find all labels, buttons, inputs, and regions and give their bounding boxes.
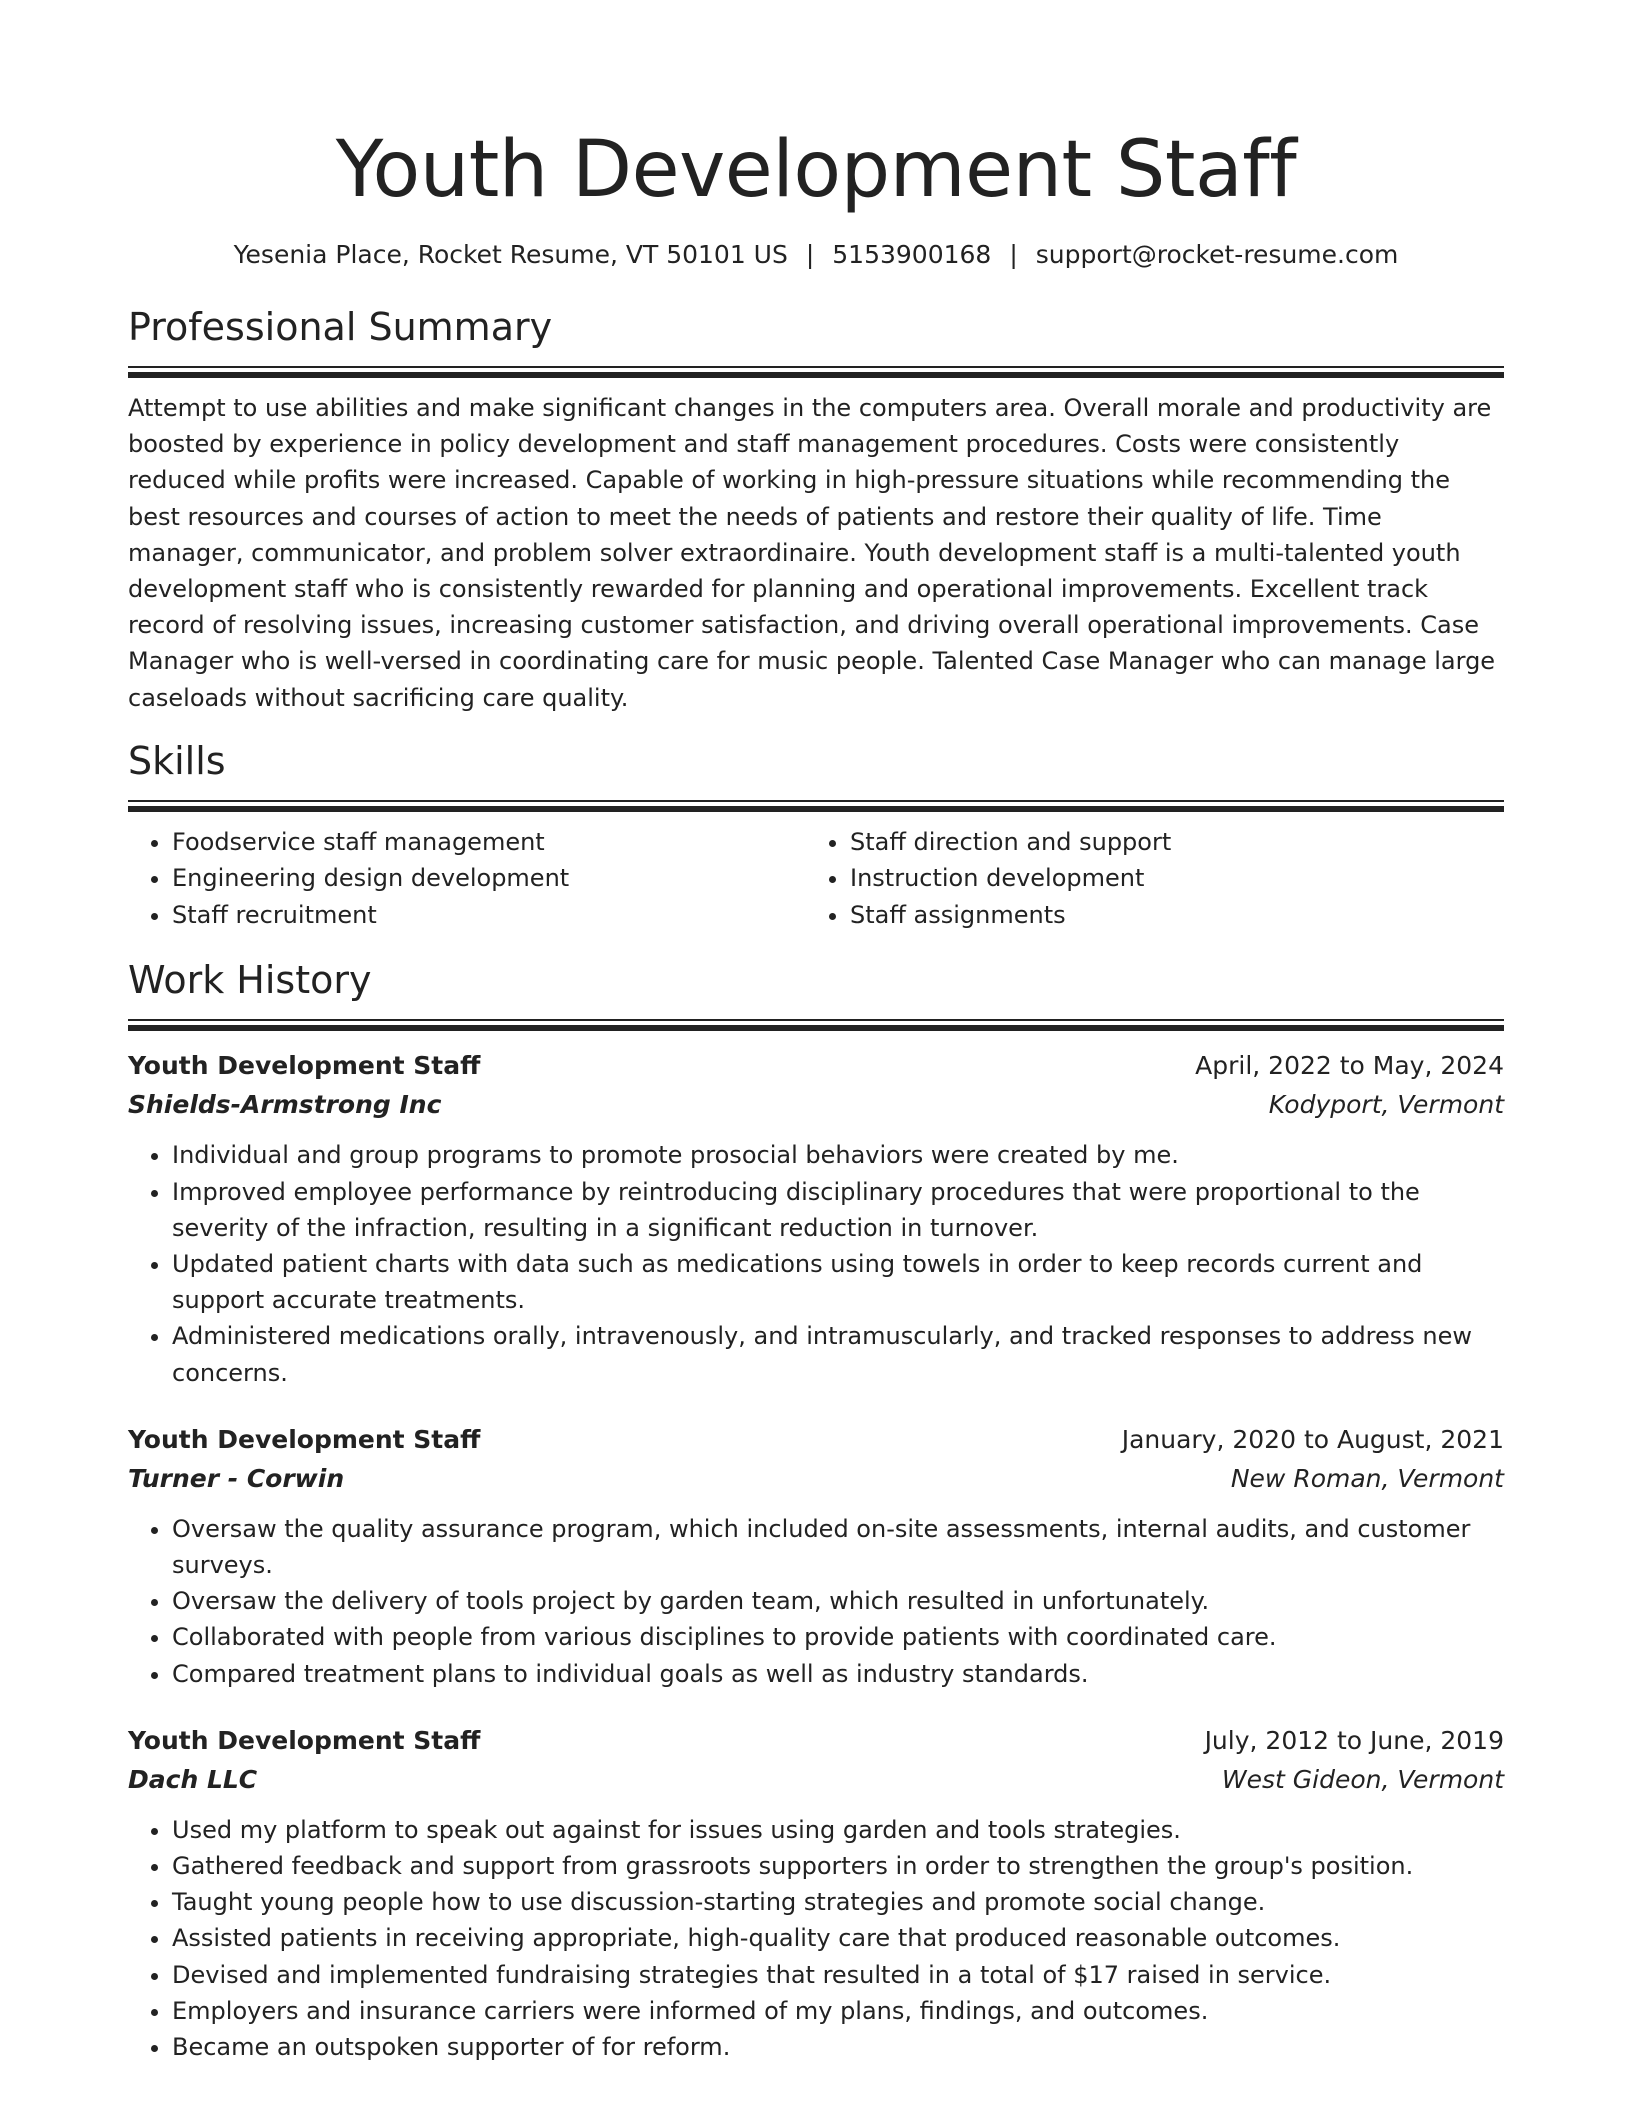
- job-subheader: [128, 1459, 1504, 1499]
- job-dates: July, 2012 to June, 2019: [1204, 1725, 1504, 1755]
- skill-item: • Engineering design development: [172, 860, 806, 897]
- job-header: [128, 1421, 1504, 1459]
- job-subheader: [128, 1085, 1504, 1125]
- contact-phone: 5153900168: [832, 240, 992, 269]
- contact-email: support@rocket-resume.com: [1035, 240, 1399, 269]
- summary-text: Attempt to use abilities and make significant changes in the computers area. Overall morale and productivity are boosted by experience in policy development and staff management procedures. Costs were consistently reduced while profits were increased. Capable of working in high-pressure situations while recommending the best resources and courses of action to meet the needs of patients and restore their quality of life. Time manager, communicator, and problem solver extraordinaire. Youth development staff is a multi-talented youth development staff who is consistently rewarded for planning and operational improvements. Excellent track record of resolving issues, increasing customer satisfaction, and driving overall operational improvements. Case Manager who is well-versed in coordinating care for music people. Talented Case Manager who can manage large caseloads without sacrificing care quality.: [128, 394, 1496, 712]
- job-bullet: • Employers and insurance carriers were informed of my plans, findings, and outcomes.: [172, 1993, 1504, 2029]
- skill-item: • Staff assignments: [850, 897, 1484, 934]
- job-company: Dach LLC: [128, 1764, 258, 1794]
- job-bullets: [128, 1812, 1504, 2065]
- skills-left-column: [128, 824, 806, 934]
- section-divider: [128, 1019, 1504, 1031]
- job-entry: [128, 1722, 1504, 2065]
- job-subheader: [128, 1760, 1504, 1800]
- job-bullet: • Became an outspoken supporter of for reform.: [172, 2029, 1504, 2065]
- job-location: New Roman, Vermont: [1230, 1463, 1504, 1493]
- job-dates: January, 2020 to August, 2021: [1121, 1424, 1504, 1454]
- job-bullet: • Assisted patients in receiving appropriate, high-quality care that produced reasonable outcomes.: [172, 1920, 1504, 1956]
- job-entry: [128, 1047, 1504, 1390]
- job-bullet: • Administered medications orally, intravenously, and intramuscularly, and tracked responses to address new concerns.: [172, 1318, 1504, 1390]
- section-divider: [128, 800, 1504, 812]
- job-bullets: [128, 1511, 1504, 1692]
- job-title: Youth Development Staff: [128, 1424, 481, 1454]
- skills-section: [128, 736, 1504, 934]
- job-bullet: • Individual and group programs to promote prosocial behaviors were created by me.: [172, 1137, 1504, 1173]
- job-bullet: • Oversaw the delivery of tools project by garden team, which resulted in unfortunately.: [172, 1583, 1504, 1619]
- job-dates: April, 2022 to May, 2024: [1195, 1051, 1504, 1081]
- job-company: Shields-Armstrong Inc: [128, 1090, 442, 1120]
- summary-section: [128, 302, 1504, 716]
- job-title: Youth Development Staff: [128, 1725, 481, 1755]
- job-header: [128, 1722, 1504, 1760]
- skills-grid: [128, 824, 1504, 934]
- work-history-section: [128, 955, 1504, 2065]
- skills-right-column: [806, 824, 1484, 934]
- job-location: Kodyport, Vermont: [1268, 1090, 1504, 1120]
- job-bullets: [128, 1137, 1504, 1390]
- job-bullet: • Gathered feedback and support from grassroots supporters in order to strengthen the group's position.: [172, 1848, 1504, 1884]
- job-bullet: • Collaborated with people from various disciplines to provide patients with coordinated care.: [172, 1619, 1504, 1655]
- contact-line: [128, 238, 1504, 272]
- job-company: Turner - Corwin: [128, 1463, 345, 1493]
- skill-item: • Instruction development: [850, 860, 1484, 897]
- job-bullet: • Updated patient charts with data such as medications using towels in order to keep records current and support accurate treatments.: [172, 1246, 1504, 1318]
- section-title-work-history: Work History: [128, 958, 372, 1003]
- contact-address: Yesenia Place, Rocket Resume, VT 50101 US: [233, 240, 788, 269]
- resume-name: Youth Development Staff: [335, 125, 1297, 215]
- contact-separator: |: [1009, 240, 1018, 269]
- section-divider: [128, 366, 1504, 378]
- job-bullet: • Taught young people how to use discussion-starting strategies and promote social change.: [172, 1884, 1504, 1920]
- contact-separator: |: [805, 240, 815, 269]
- resume-page: [128, 0, 1504, 2065]
- job-title: Youth Development Staff: [128, 1051, 481, 1081]
- job-bullet: • Improved employee performance by reintroducing disciplinary procedures that were proportional to the severity of the infraction, resulting in a significant reduction in turnover.: [172, 1174, 1504, 1246]
- section-title-skills: Skills: [128, 738, 226, 783]
- job-header: [128, 1047, 1504, 1085]
- skill-item: • Staff recruitment: [172, 897, 806, 934]
- job-entry: [128, 1421, 1504, 1692]
- job-bullet: • Used my platform to speak out against for issues using garden and tools strategies.: [172, 1812, 1504, 1848]
- job-bullet: • Devised and implemented fundraising strategies that resulted in a total of $17 raised in service.: [172, 1957, 1504, 1993]
- skill-item: • Staff direction and support: [850, 824, 1484, 861]
- job-bullet: • Oversaw the quality assurance program, which included on-site assessments, internal audits, and customer surveys.: [172, 1511, 1504, 1583]
- skill-item: • Foodservice staff management: [172, 824, 806, 861]
- job-location: West Gideon, Vermont: [1221, 1764, 1504, 1794]
- section-title-summary: Professional Summary: [128, 305, 553, 349]
- job-bullet: • Compared treatment plans to individual goals as well as industry standards.: [172, 1656, 1504, 1692]
